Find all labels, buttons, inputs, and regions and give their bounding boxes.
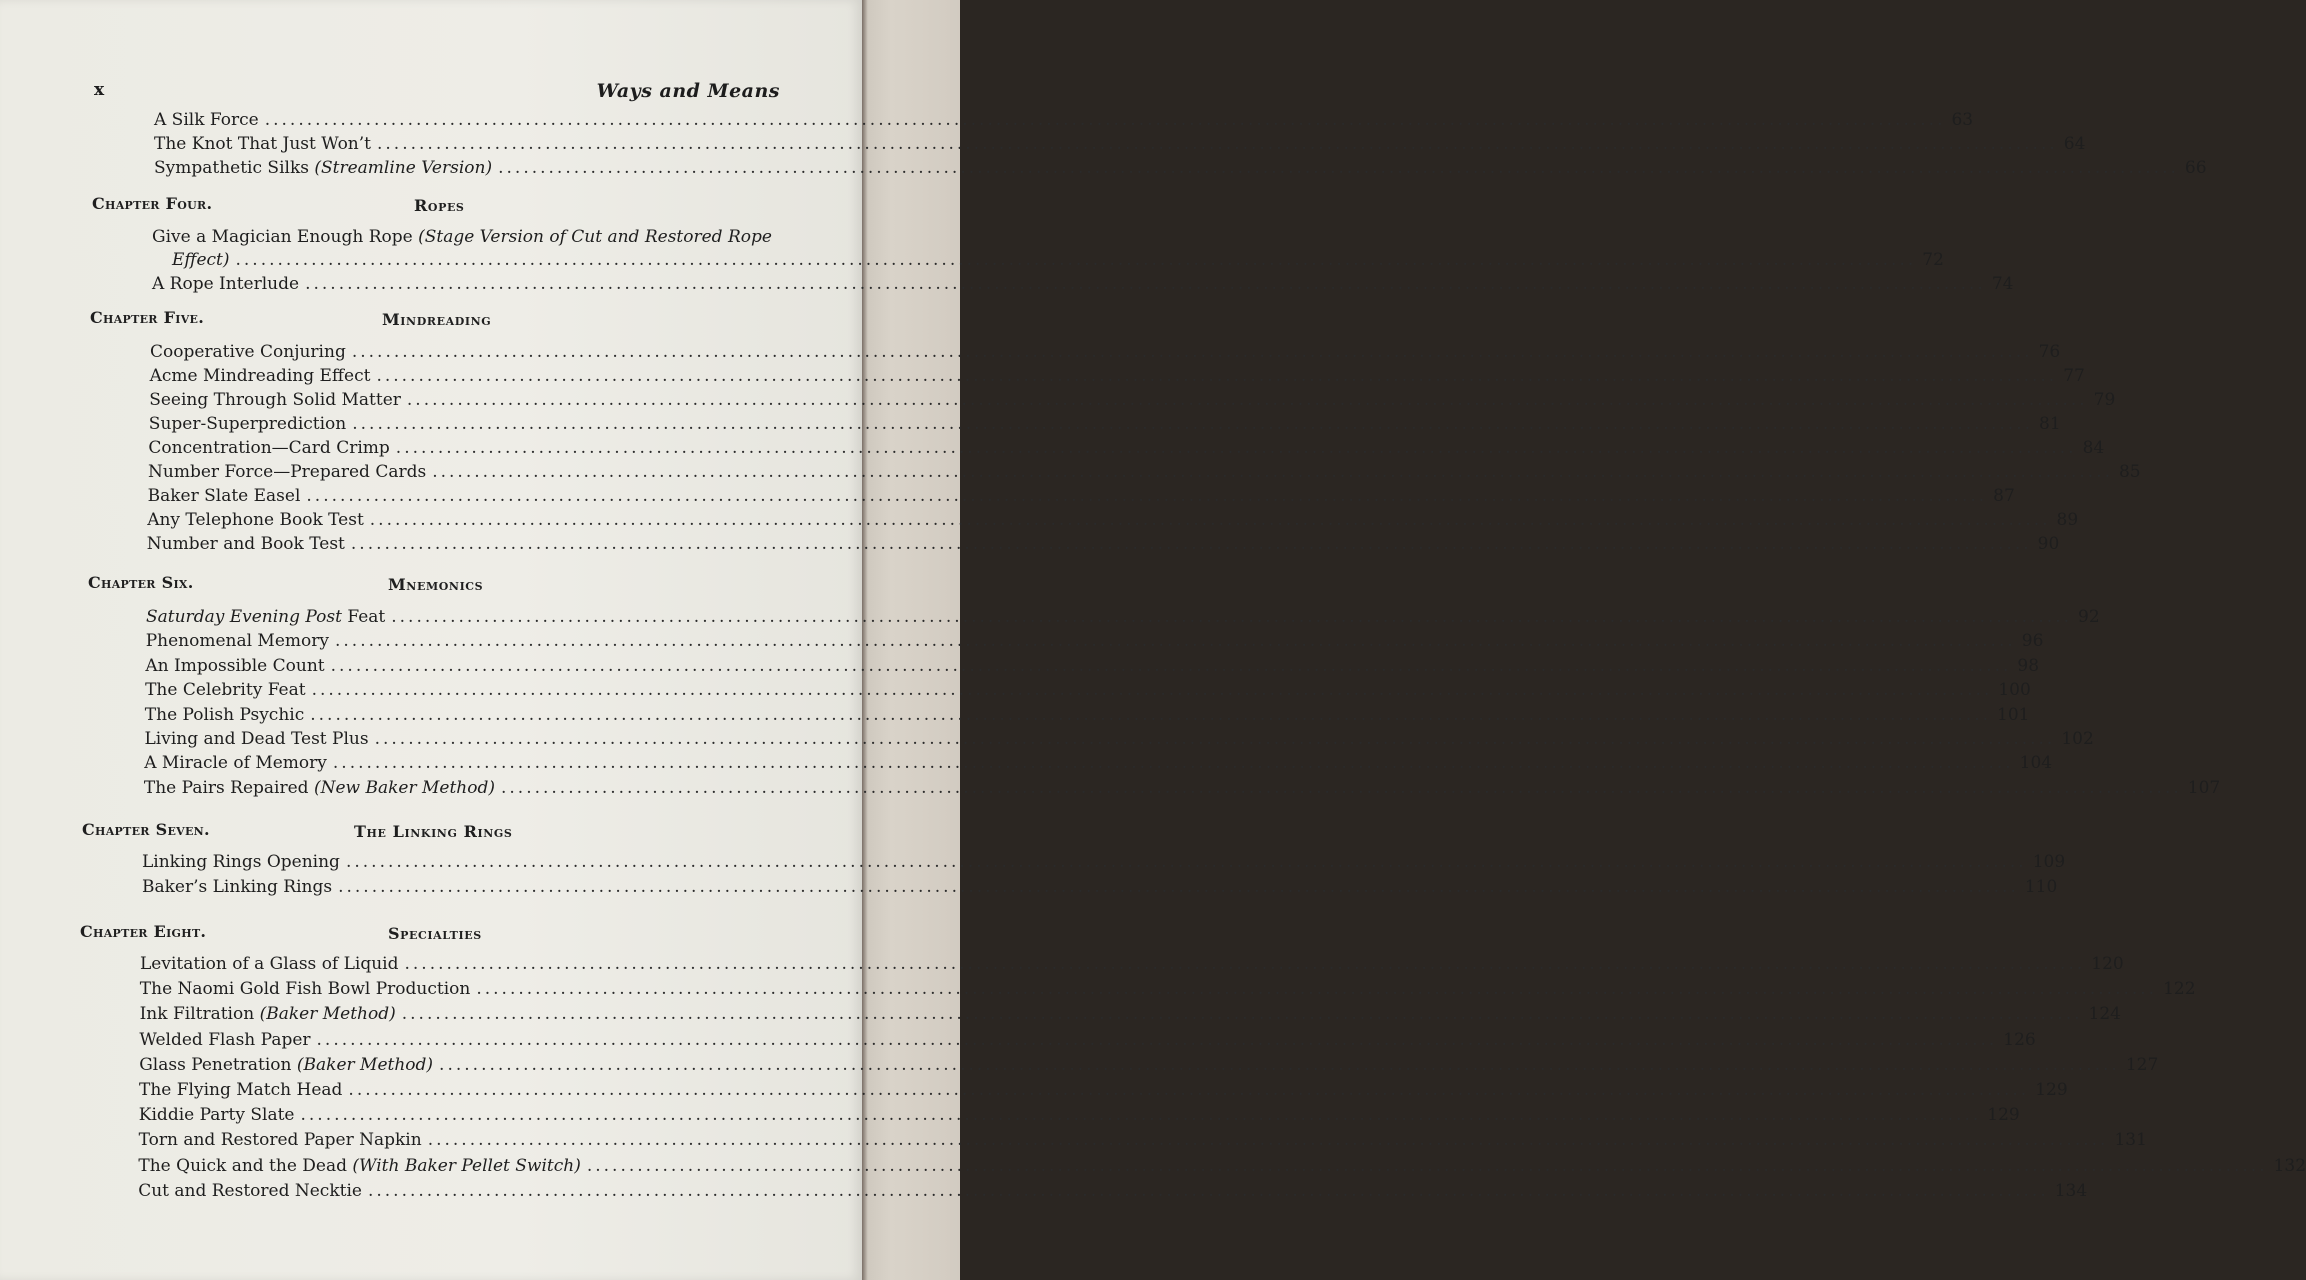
entry-title-text: The Quick and the Dead: [138, 1155, 353, 1176]
entry-title-italic: (With Baker Pellet Switch): [352, 1155, 581, 1176]
entry-title-text: The Polish Psychic: [144, 704, 305, 725]
dot-leader: ........................................................................................................................................................................................................: [476, 979, 2158, 1000]
entry-title-text: Levitation of a Glass of Liquid: [140, 954, 399, 974]
dot-leader: ........................................................................................................................................................................................................: [330, 655, 2012, 676]
toc-entry: [144, 727, 2094, 751]
entry-title: [140, 952, 399, 976]
entry-title-text: The Flying Match Head: [139, 1080, 343, 1100]
toc-entry: [142, 875, 2058, 899]
entry-title-text: Glass Penetration: [139, 1054, 297, 1075]
entry-page-number: 100: [1998, 680, 2031, 701]
entry-title: [147, 532, 345, 556]
entry-page-number: 129: [2035, 1080, 2068, 1100]
dot-leader: ........................................................................................................................................................................................................: [432, 462, 2113, 482]
dot-leader: ........................................................................................................................................................................................................: [367, 1180, 2049, 1201]
entry-title-text: Linking Rings Opening: [142, 852, 340, 872]
chapter-label: Chapter Five.: [90, 308, 205, 327]
toc-entry: [150, 340, 2061, 364]
entry-title: [140, 977, 471, 1001]
chapter-label: Chapter Eight.: [80, 922, 207, 941]
entry-title: [145, 678, 306, 702]
toc-entry: [147, 484, 2015, 508]
toc-entry: [145, 654, 2040, 678]
dot-leader: ........................................................................................................................................................................................................: [376, 366, 2058, 386]
chapter-label: Chapter Seven.: [82, 820, 210, 839]
dot-leader: ........................................................................................................................................................................................................: [351, 342, 2033, 362]
entry-title-text: Torn and Restored Paper Napkin: [138, 1130, 422, 1151]
dot-leader: ........................................................................................................................................................................................................: [352, 414, 2033, 434]
entry-page-number: 102: [2061, 729, 2094, 749]
toc-entry: [148, 460, 2141, 484]
entry-title-text: Super-Superprediction: [148, 414, 347, 434]
toc-entry: [145, 629, 2044, 653]
entry-page-number: 122: [2163, 979, 2196, 1000]
entry-title: [139, 1103, 295, 1127]
entry-title-text: The Celebrity Feat: [145, 680, 306, 701]
dot-leader: ........................................................................................................................................................................................................: [310, 704, 1991, 725]
chapter-label: Chapter Six.: [88, 573, 194, 592]
dot-leader: ........................................................................................................................................................................................................: [500, 777, 2182, 798]
toc-entry: [142, 850, 2066, 874]
toc-entry: [147, 508, 2079, 532]
dot-leader: ........................................................................................................................................................................................................: [305, 274, 1986, 294]
chapter-title: Ropes: [414, 196, 465, 215]
entry-page-number: 74: [1991, 274, 2014, 294]
entry-page-number: 104: [2019, 753, 2053, 774]
entry-page-number: 131: [2114, 1130, 2147, 1151]
dot-leader: ........................................................................................................................................................................................................: [586, 1155, 2268, 1176]
entry-title: [149, 412, 346, 436]
toc-entry: [144, 703, 2030, 727]
toc-entry: [154, 108, 1974, 132]
entry-title-text: Welded Flash Paper: [139, 1029, 311, 1050]
entry-title: [139, 1078, 342, 1102]
toc-entry: [139, 1053, 2159, 1077]
entry-title: [144, 751, 327, 775]
entry-title-italic: (Baker Method): [296, 1054, 434, 1075]
entry-title: [146, 629, 329, 653]
entry-page-number: 132: [2273, 1155, 2306, 1176]
toc-entry: [172, 248, 1944, 272]
entry-page-number: 89: [2056, 510, 2079, 530]
entry-page-number: 90: [2037, 534, 2060, 554]
entry-page-number: 64: [2063, 134, 2086, 154]
chapter-title: Mnemonics: [388, 575, 484, 594]
entry-title-text: Number Force—Prepared Cards: [148, 462, 427, 482]
dot-leader: ........................................................................................................................................................................................................: [264, 110, 1946, 130]
entry-page-number: 124: [2088, 1004, 2121, 1025]
entry-title: [154, 156, 492, 180]
chapter-label: Chapter Four.: [92, 194, 213, 213]
entry-title-text: Phenomenal Memory: [145, 631, 329, 652]
dot-leader: ........................................................................................................................................................................................................: [311, 680, 1993, 701]
toc-entry-multiline: [152, 226, 782, 248]
toc-entry: [149, 388, 2116, 412]
dot-leader: ........................................................................................................................................................................................................: [404, 954, 2086, 974]
entry-title-italic: Effect): [172, 250, 230, 270]
toc-entry: [144, 751, 2053, 775]
entry-title: [145, 703, 304, 727]
entry-title-text: Give a Magician Enough Rope: [152, 227, 419, 247]
entry-title-text: A Rope Interlude: [152, 274, 300, 294]
dot-leader: ........................................................................................................................................................................................................: [345, 852, 2027, 872]
dot-leader: ........................................................................................................................................................................................................: [300, 1105, 1982, 1126]
entry-title-text: Baker Slate Easel: [147, 486, 301, 506]
entry-page-number: 85: [2118, 462, 2141, 482]
dot-leader: ........................................................................................................................................................................................................: [306, 486, 1988, 506]
dot-leader: ........................................................................................................................................................................................................: [391, 607, 2073, 627]
entry-page-number: 79: [2093, 390, 2116, 410]
toc-entry: [152, 272, 2014, 296]
entry-title-text: Sympathetic Silks: [154, 158, 315, 178]
page-folio: x: [94, 80, 105, 100]
entry-title-text: Acme Mindreading Effect: [149, 366, 371, 386]
chapter-title: The Linking Rings: [354, 822, 513, 841]
entry-page-number: 63: [1951, 110, 1974, 130]
entry-title: [138, 1179, 362, 1203]
entry-title-text: Baker’s Linking Rings: [142, 877, 333, 897]
toc-entry: [154, 156, 2207, 180]
entry-title: [147, 508, 364, 532]
toc-entry: [143, 776, 2221, 800]
entry-title: [139, 1128, 422, 1152]
toc-entry: [140, 952, 2124, 976]
entry-page-number: 66: [2184, 158, 2207, 178]
dot-leader: ........................................................................................................................................................................................................: [439, 1054, 2120, 1075]
entry-title-text: Cooperative Conjuring: [150, 342, 346, 362]
entry-title: [150, 340, 346, 364]
entry-title-text: The Naomi Gold Fish Bowl Production: [139, 979, 471, 1000]
entry-title-text: Number and Book Test: [146, 534, 345, 554]
entry-page-number: 126: [2003, 1029, 2036, 1050]
entry-title-italic: Saturday Evening Post: [146, 607, 342, 627]
entry-title: [154, 132, 371, 156]
entry-page-number: 107: [2187, 777, 2221, 798]
entry-title-text: Living and Dead Test Plus: [144, 729, 369, 749]
dot-leader: ........................................................................................................................................................................................................: [401, 1004, 2083, 1025]
entry-title-text: Kiddie Party Slate: [138, 1105, 295, 1126]
dot-leader: ........................................................................................................................................................................................................: [334, 631, 2016, 652]
entry-title: [150, 364, 371, 388]
dot-leader: ........................................................................................................................................................................................................: [406, 390, 2088, 410]
entry-title: [148, 484, 301, 508]
dot-leader: ........................................................................................................................................................................................................: [338, 877, 2019, 897]
entry-title-text: Concentration—Card Crimp: [148, 438, 390, 458]
entry-page-number: 127: [2125, 1054, 2159, 1075]
toc-entry: [149, 364, 2085, 388]
dot-leader: ........................................................................................................................................................................................................: [498, 158, 2179, 178]
entry-page-number: 72: [1922, 250, 1944, 270]
dot-leader: ........................................................................................................................................................................................................: [374, 729, 2056, 749]
entry-title-italic: (Streamline Version): [314, 158, 493, 178]
entry-title: [154, 108, 259, 132]
toc-entry: [138, 1128, 2147, 1152]
entry-title-text: Ink Filtration: [139, 1004, 260, 1025]
dot-leader: ........................................................................................................................................................................................................: [332, 753, 2014, 774]
toc-entry: [148, 412, 2061, 436]
entry-title: [142, 850, 340, 874]
page-header: [92, 78, 780, 108]
entry-title-text: Seeing Through Solid Matter: [149, 390, 401, 410]
entry-page-number: 98: [2017, 655, 2040, 676]
entry-title: [148, 436, 389, 460]
toc-entry: [139, 1002, 2121, 1026]
entry-title-italic: (New Baker Method): [313, 777, 495, 798]
entry-title-text: A Silk Force: [154, 110, 259, 130]
entry-title-text: An Impossible Count: [145, 655, 325, 676]
dot-leader: ........................................................................................................................................................................................................: [348, 1080, 2030, 1100]
toc-entry: [138, 1154, 2306, 1178]
entry-title-text: The Pairs Repaired: [143, 777, 314, 798]
chapter-title: Specialties: [388, 924, 482, 943]
entry-page-number: 134: [2054, 1180, 2088, 1201]
entry-page-number: 96: [2021, 631, 2044, 652]
entry-title: [139, 1028, 310, 1052]
toc-entry: [154, 132, 2086, 156]
entry-title-italic: (Stage Version of Cut and Restored Rope: [418, 227, 772, 247]
running-title: Ways and Means: [596, 80, 780, 102]
entry-title: [142, 875, 332, 899]
entry-title: [139, 1053, 433, 1077]
entry-page-number: 109: [2032, 852, 2066, 872]
dot-leader: ........................................................................................................................................................................................................: [395, 438, 2077, 458]
entry-title-text: Cut and Restored Necktie: [138, 1180, 362, 1201]
entry-page-number: 77: [2063, 366, 2085, 386]
dot-leader: ........................................................................................................................................................................................................: [350, 534, 2032, 554]
toc-entry: [139, 1028, 2036, 1052]
entry-page-number: 81: [2039, 414, 2061, 434]
dot-leader: ........................................................................................................................................................................................................: [427, 1130, 2109, 1151]
entry-title: [149, 388, 401, 412]
entry-title: [145, 727, 369, 751]
entry-page-number: 110: [2024, 877, 2058, 897]
entry-title: [145, 654, 324, 678]
entry-title-text: Any Telephone Book Test: [147, 510, 364, 530]
entry-page-number: 120: [2091, 954, 2124, 974]
entry-title-italic: (Baker Method): [259, 1004, 396, 1025]
entry-page-number: 87: [1993, 486, 2015, 506]
entry-title: [152, 272, 299, 296]
entry-title-suffix: Feat: [341, 607, 386, 627]
toc-entry: [146, 605, 2100, 629]
dot-leader: ........................................................................................................................................................................................................: [235, 250, 1917, 270]
entry-page-number: 84: [2082, 438, 2105, 458]
toc-entry: [145, 678, 2031, 702]
dot-leader: ........................................................................................................................................................................................................: [377, 134, 2058, 154]
dot-leader: ........................................................................................................................................................................................................: [369, 510, 2051, 530]
toc-entry: [139, 977, 2196, 1001]
chapter-title: Mindreading: [382, 310, 492, 329]
dot-leader: ........................................................................................................................................................................................................: [316, 1029, 1998, 1050]
entry-title: [138, 1154, 580, 1178]
toc-entry: [139, 1078, 2068, 1102]
toc-entry: [138, 1179, 2088, 1203]
entry-page-number: 101: [1997, 704, 2030, 725]
entry-title: [146, 605, 385, 629]
entry-title: [144, 776, 495, 800]
entry-title-text: A Miracle of Memory: [144, 753, 327, 774]
entry-page-number: 76: [2038, 342, 2061, 362]
entry-title: [172, 248, 230, 272]
toc-entry: [146, 532, 2060, 556]
entry-title: [148, 460, 426, 484]
entry-page-number: 92: [2078, 607, 2100, 627]
entry-title-text: The Knot That Just Won’t: [154, 134, 371, 154]
entry-title: [140, 1002, 396, 1026]
toc-entry: [138, 1103, 2020, 1127]
entry-page-number: 129: [1987, 1105, 2020, 1126]
toc-entry: [148, 436, 2105, 460]
